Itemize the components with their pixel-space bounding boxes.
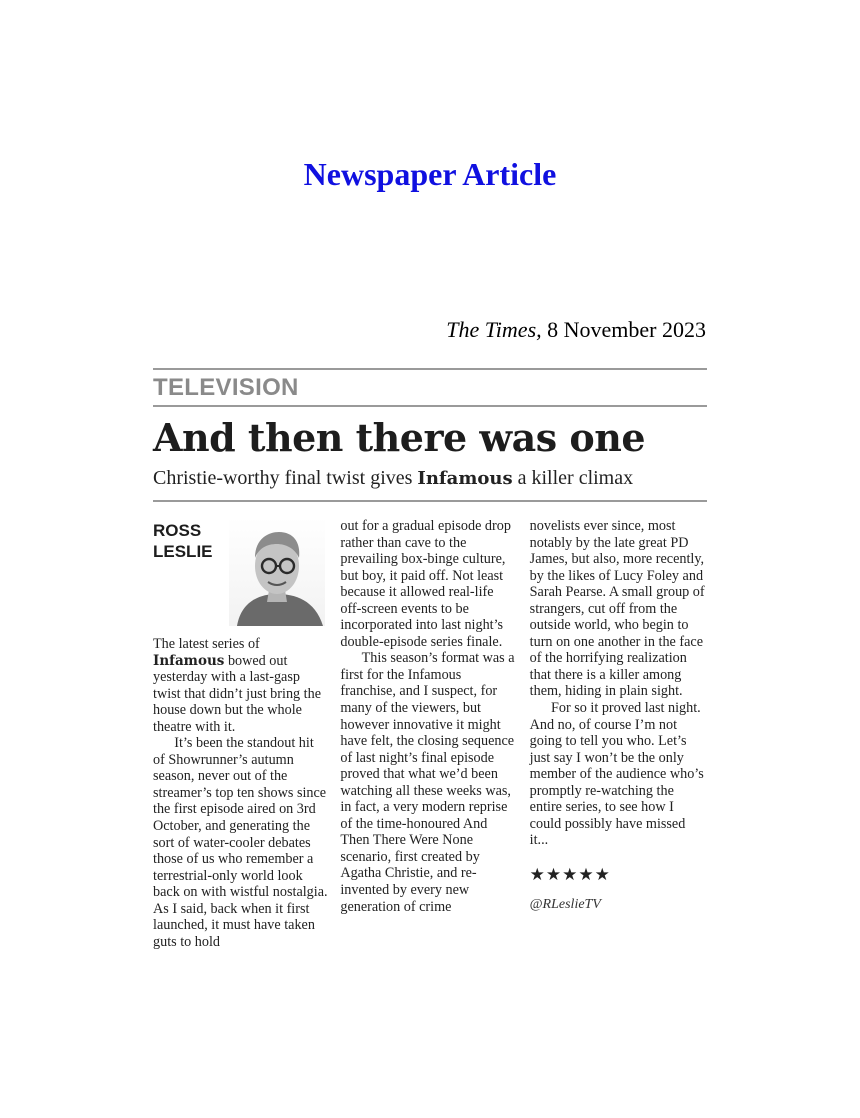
publication-date: 8 November 2023 bbox=[541, 317, 706, 342]
headline: And then there was one bbox=[153, 415, 646, 460]
paragraph-6: novelists ever since, most notably by the late great PD James, but also, more recently, by the likes of Lucy Foley and Sarah Pearse. A small group of strangers, cut off from the outside world, who begin to turn on one another in the face of the horrifying realization that there is a killer among them, hiding in plain sight. bbox=[529, 518, 705, 700]
article-body bbox=[153, 518, 707, 950]
paragraph-1-show-name: Infamous bbox=[153, 652, 225, 669]
paragraph-1-body: bowed out yesterday with a last-gasp twist that didn’t just bring the house down but the whole theatre with it. bbox=[153, 652, 322, 735]
byline bbox=[153, 518, 328, 626]
author-photo bbox=[229, 518, 325, 626]
standfirst-text: Christie-worthy final twist gives bbox=[153, 467, 418, 489]
paragraph-2: It’s been the standout hit of Showrunner’s autumn season, never out of the streamer’s top ten shows since the first episode aired on 3rd October, and generating the sort of water-cooler debates those of us who remember a terrestrial-only world look back on with wistful nostalgia. bbox=[153, 735, 328, 901]
standfirst-text-end: a killer climax bbox=[512, 467, 634, 489]
paragraph-7: For so it proved last night. And no, of course I’m not going to tell you who. Let’s just say I won’t be the only member of the audience who’s promptly re-watching the entire series, to see how I could possibly have missed it... bbox=[529, 700, 704, 849]
star-rating: ★★★★★ bbox=[529, 864, 611, 884]
source-line bbox=[150, 317, 706, 343]
paragraph-4: out for a gradual episode drop rather than cave to the prevailing box-binge culture, but boy, it paid off. Not least because it allowed real-life off-screen events to be incorporated into last night’s double-episode series finale. bbox=[340, 518, 511, 650]
publication-name: The Times, bbox=[446, 317, 542, 342]
byline-last-name: LESLIE bbox=[153, 542, 213, 561]
byline-name bbox=[153, 520, 233, 562]
author-handle: @RLeslieTV bbox=[529, 897, 601, 913]
paragraph-1 bbox=[153, 636, 328, 735]
section-rule bbox=[153, 405, 707, 407]
paragraph-5: This season’s format was a first for the Infamous franchise, and I suspect, for many of the viewers, but however innovative it might have felt, the closing sequence of last night’s final episode proved that what we’d been watching all these weeks was, in fact, a very modern reprise of the time-honoured And Then There Were None scenario, first created by Agatha Christie, and re-invented by every new generation of crime bbox=[340, 650, 515, 915]
paragraph-3: As I said, back when it first launched, it must have taken guts to hold bbox=[153, 900, 315, 950]
page-title: Newspaper Article bbox=[303, 156, 557, 192]
column-3 bbox=[530, 518, 707, 950]
column-2 bbox=[340, 518, 517, 950]
column-1 bbox=[153, 518, 328, 950]
section-label: TELEVISION bbox=[153, 374, 299, 401]
paragraph-1-intro: The latest series of bbox=[153, 636, 260, 652]
standfirst-show-name: Infamous bbox=[417, 468, 513, 489]
article-clipping bbox=[153, 368, 707, 950]
byline-first-name: ROSS bbox=[153, 521, 202, 540]
headline-rule bbox=[153, 500, 707, 502]
standfirst bbox=[153, 465, 707, 492]
